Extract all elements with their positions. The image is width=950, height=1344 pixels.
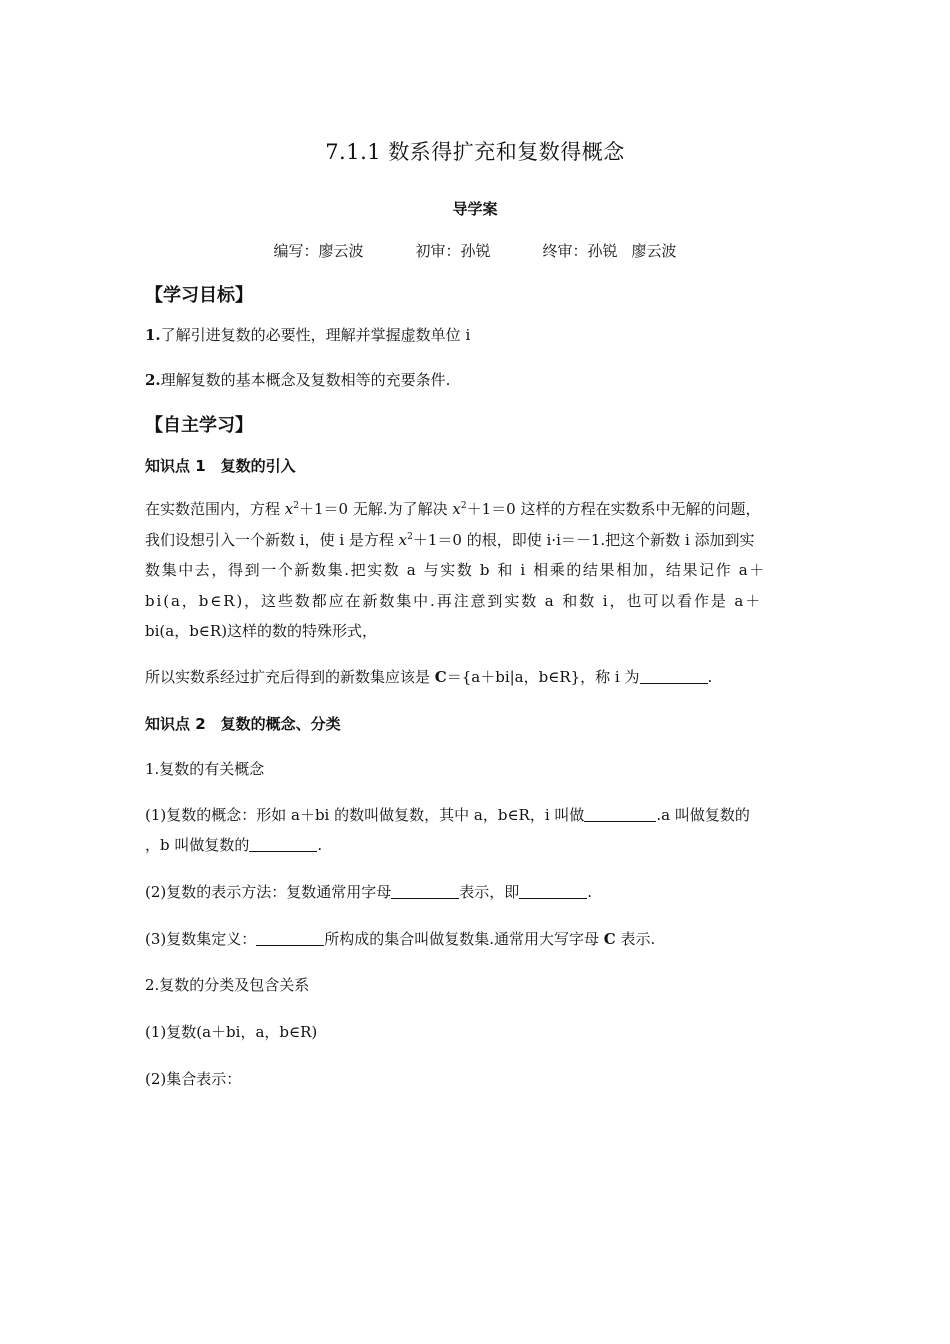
blank-form[interactable] [519,884,587,899]
goals-heading: 【学习目标】 [145,285,253,306]
blank-imaginary-unit[interactable] [640,669,708,684]
kp1-line-4: bi(a，b∈R)，这些数都应在新数集中.再注意到实数 a 和数 i，也可以看作是 a＋ [145,591,763,610]
final-review-credit: 终审：孙锐 [542,242,618,260]
kp2-subheading-1: 1.复数的有关概念 [145,760,265,778]
blank-letter[interactable] [391,884,459,899]
kp2-set-representation: (2)集合表示： [145,1070,242,1088]
kp2-representation: (2)复数的表示方法：复数通常用字母 表示，即 . [145,883,593,901]
self-study-heading: 【自主学习】 [145,415,253,436]
goal-item-1-number: 1. [145,326,161,344]
authors-line [0,240,950,261]
knowledge-point-2-title: 知识点 2 复数的概念、分类 [145,715,341,733]
kp2-concept-line-1: (1)复数的概念：形如 a＋bi 的数叫做复数，其中 a，b∈R，i 叫做 .a 叫做复数的 [145,806,750,824]
goal-item-1 [145,324,470,345]
kp1-line-5: bi(a，b∈R)这样的数的特殊形式， [145,622,378,640]
kp2-classification: (1)复数(a＋bi，a，b∈R) [145,1023,318,1041]
page-subtitle: 导学案 [452,200,498,218]
kp1-line-1: 在实数范围内，方程 $x^2+1=0$ 无解.为了解决 $x^2+1=0$ 这样的方程在实数系中无解的问题， [145,500,761,518]
kp1-line-3: 数集中去，得到一个新数集.把实数 a 与实数 b 和 i 相乘的结果相加，结果记作 a＋ [145,561,766,579]
page-title: 7.1.1 数系得扩充和复数得概念 [325,140,625,164]
final-review-credit-2: 廖云波 [631,242,677,260]
goal-item-2-text: 理解复数的基本概念及复数相等的充要条件. [160,371,451,389]
first-review-credit: 初审：孙锐 [415,242,491,260]
kp1-paragraph [145,494,807,647]
knowledge-point-1-title: 知识点 1 复数的引入 [145,457,296,475]
blank-set-members[interactable] [256,931,324,946]
editor-credit: 编写：廖云波 [273,242,364,260]
goal-item-2 [145,369,450,390]
kp2-subheading-2: 2.复数的分类及包含关系 [145,976,310,994]
goal-item-1-text: 了解引进复数的必要性，理解并掌握虚数单位 i [160,326,471,344]
blank-i-name[interactable] [584,807,656,822]
goal-item-2-number: 2. [145,371,161,389]
kp1-conclusion: 所以实数系经过扩充后得到的新数集应该是 C＝{a＋bi|a，b∈R}，称 i 为 . [145,668,713,686]
blank-b-name[interactable] [249,837,317,852]
kp2-concept-line-2: ，b 叫做复数的 . [145,836,323,854]
kp2-set-definition: (3)复数集定义： 所构成的集合叫做复数集.通常用大写字母 C 表示. [145,930,656,948]
kp1-line-2: 我们设想引入一个新数 i，使 i 是方程 $x^2+1=0$ 的根，即使 i·i＝－1.把这个新数 i 添加到实 [145,530,755,549]
